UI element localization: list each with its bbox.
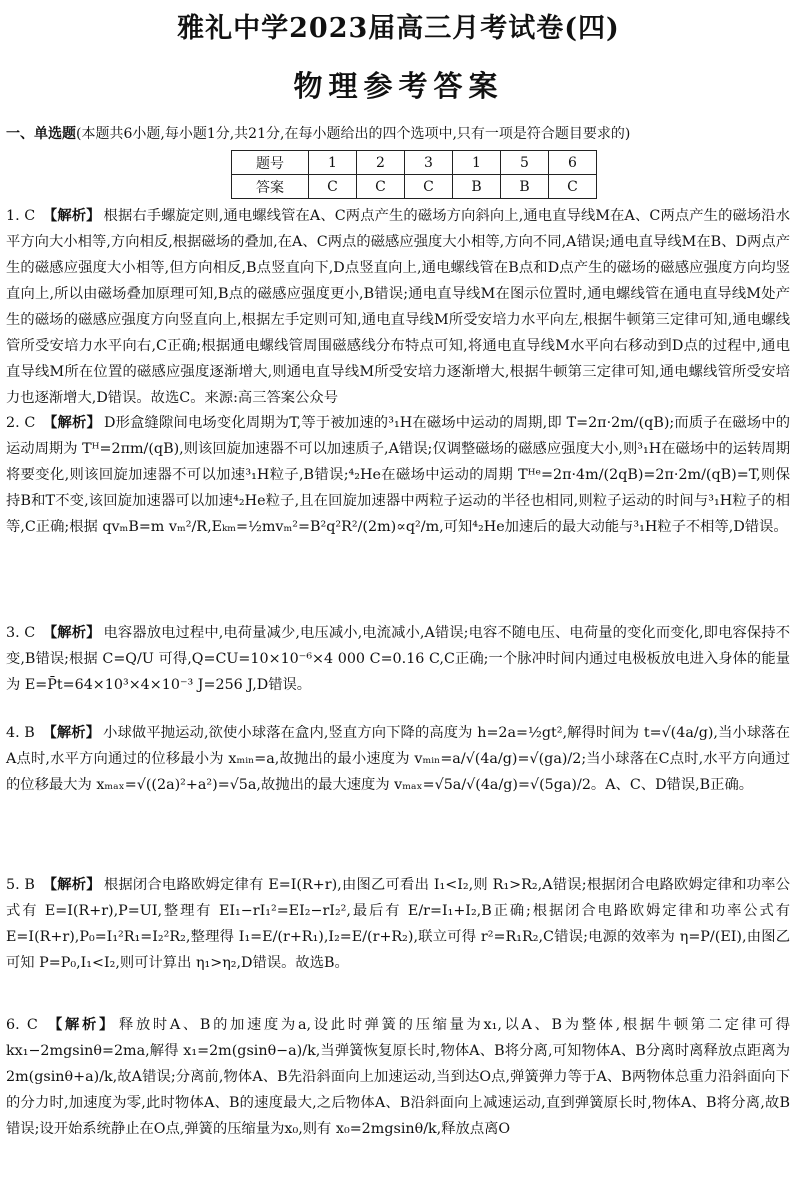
solution-text: 根据右手螺旋定则,通电螺线管在A、C两点产生的磁场方向斜向上,通电直导线M在A、C两点产生的磁场沿水平方向大小相等,方向相反,根据磁场的叠加,在A、C两点的磁感应强度大小相等,方向不同,A错误;通电直导线M在B、D两点产生的磁感应强度大小相等,但方向相反,B点竖直向下,D点竖直向上,通电螺线管在B点和D点产生的磁场的磁感应强度方向均竖直向上,所以由磁场叠加原理可知,B点的磁感应强度更小,B错误;通电直导线M在图示位置时,通电螺线管在通电直导线M处产生的磁场的磁感应强度方向竖直向上,根据左手定则可知,通电直导线M所受安培力水平向左,根据牛顿第三定律可知,通电螺线管所受安培力水平向右,C正确;根据通电螺线管周围磁感线分布特点可知,将通电直导线M水平向右移动到D点的过程中,通电直导线M所在位置的磁感应强度逐渐增大,则通电直导线M所受安培力逐渐增大,根据牛顿第三定律可知,通电螺线管所受安培力也逐渐增大,D错误。故选C。来源:高三答案公众号 <box>6 208 791 406</box>
analysis-tag: 【解析】 <box>42 208 101 224</box>
table-cell: C <box>309 175 357 199</box>
table-cell: 5 <box>501 151 549 175</box>
analysis-tag: 【解析】 <box>43 415 101 431</box>
table-cell: 题号 <box>232 151 309 175</box>
table-cell: 3 <box>405 151 453 175</box>
solution-number: 3. C <box>6 625 36 641</box>
table-cell: C <box>357 175 405 199</box>
table-cell: C <box>405 175 453 199</box>
solution-text: 释放时A、B的加速度为a,设此时弹簧的压缩量为x₁,以A、B为整体,根据牛顿第二定律可得 kx₁−2mgsinθ=2ma,解得 x₁=2m(gsinθ−a)/k,当弹簧恢复原长时,物体A、B将分离,可知物体A、B分离时离释放点距离为 2m(gsinθ+a)/k,故A错误;分离前,物体A、B先沿斜面向上加速运动,当到达O点,弹簧弹力等于A、B两物体总重力沿斜面向下的分力时,加速度为零,此时物体A、B的速度最大,之后物体A、B沿斜面向上减速运动,直到弹簧原长时,物体A、B将分离,故B错误;设开始系统静止在O点,弹簧的压缩量为x₀,则有 x₀=2mgsinθ/k,释放点离O <box>6 1017 790 1137</box>
solution-number: 5. B <box>6 877 35 893</box>
analysis-tag: 【解析】 <box>48 1017 116 1033</box>
school-title: 雅礼中学2023届高三月考试卷(四) <box>177 13 620 44</box>
solution-1 <box>6 203 790 411</box>
table-cell: 1 <box>309 151 357 175</box>
solution-2 <box>6 410 790 540</box>
table-cell: 答案 <box>232 175 309 199</box>
solution-5 <box>6 872 790 976</box>
solution-text: 根据闭合电路欧姆定律有 E=I(R+r),由图乙可看出 I₁<I₂,则 R₁>R₂,A错误;根据闭合电路欧姆定律和功率公式有 E=I(R+r),P=UI,整理有 EI₁−rI₁²=EI₂−rI₂²,最后有 E/r=I₁+I₂,B正确;根据闭合电路欧姆定律和功率公式有 E=I(R+r),P₀=I₁²R₁=I₂²R₂,整理得 I₁=E/(r+R₁),I₂=E/(r+R₂),联立可得 r²=R₁R₂,C错误;电源的效率为 η=P/(EI),由图乙可知 P=P₀,I₁<I₂,则可计算出 η₁>η₂,D错误。故选B。 <box>6 877 790 971</box>
solution-number: 2. C <box>6 415 36 431</box>
answer-table-row-question <box>232 151 597 175</box>
table-cell: B <box>501 175 549 199</box>
section-description: (本题共6小题,每小题1分,共21分,在每小题给出的四个选项中,只有一项是符合题目要求的) <box>76 126 631 142</box>
table-cell: B <box>453 175 501 199</box>
section-label: 一、单选题 <box>6 126 76 142</box>
analysis-tag: 【解析】 <box>42 625 101 641</box>
solution-6 <box>6 1012 790 1142</box>
solution-text: 电容器放电过程中,电荷量减少,电压减小,电流减小,A错误;电容不随电压、电荷量的变化而变化,即电容保持不变,B错误;根据 C=Q/U 可得,Q=CU=10×10⁻⁶×4 000 C=0.16 C,C正确;一个脉冲时间内通过电极板放电进入身体的能量为 E=P̄t=64×10³×4×10⁻³ J=256 J,D错误。 <box>6 625 790 693</box>
solution-3 <box>6 620 790 698</box>
solution-number: 1. C <box>6 208 36 224</box>
table-cell: C <box>549 175 597 199</box>
document-title: 物理参考答案 <box>293 69 504 103</box>
solution-text: D形盒缝隙间电场变化周期为T,等于被加速的³₁H在磁场中运动的周期,即 T=2π·2m/(qB);而质子在磁场中的运动周期为 Tᴴ=2πm/(qB),则该回旋加速器不可以加速质子,A错误;仅调整磁场的磁感应强度大小,则³₁H在磁场中的运转周期将要变化,则该回旋加速器不可以加速³₁H粒子,B错误;⁴₂He在磁场中运动的周期 Tᴴᵉ=2π·4m/(2qB)=2π·2m/(qB)=T,则保持B和T不变,该回旋加速器可以加速⁴₂He粒子,且在回旋加速器中两粒子运动的半径也相同,则粒子运动的时间与³₁H粒子的相等,C正确;根据 qvₘB=m vₘ²/R,Eₖₘ=½mvₘ²=B²q²R²/(2m)∝q²/m,可知⁴₂He加速后的最大动能与³₁H粒子不相等,D错误。 <box>6 415 791 535</box>
analysis-tag: 【解析】 <box>42 877 101 893</box>
solution-number: 6. C <box>6 1017 38 1033</box>
answer-table-row-answer <box>232 175 597 199</box>
table-cell: 1 <box>453 151 501 175</box>
solution-text: 小球做平抛运动,欲使小球落在盒内,竖直方向下降的高度为 h=2a=½gt²,解得时间为 t=√(4a/g),当小球落在A点时,水平方向通过的位移最小为 xₘᵢₙ=a,故抛出的最小速度为 vₘᵢₙ=a/√(4a/g)=√(ga)/2;当小球落在C点时,水平方向通过的位移最大为 xₘₐₓ=√((2a)²+a²)=√5a,故抛出的最大速度为 vₘₐₓ=√5a/√(4a/g)=√(5ga)/2。A、C、D错误,B正确。 <box>6 725 791 793</box>
solution-number: 4. B <box>6 725 35 741</box>
section-heading <box>6 124 791 144</box>
analysis-tag: 【解析】 <box>42 725 101 741</box>
table-cell: 6 <box>549 151 597 175</box>
table-cell: 2 <box>357 151 405 175</box>
solution-4 <box>6 720 790 798</box>
answer-table <box>231 150 597 199</box>
